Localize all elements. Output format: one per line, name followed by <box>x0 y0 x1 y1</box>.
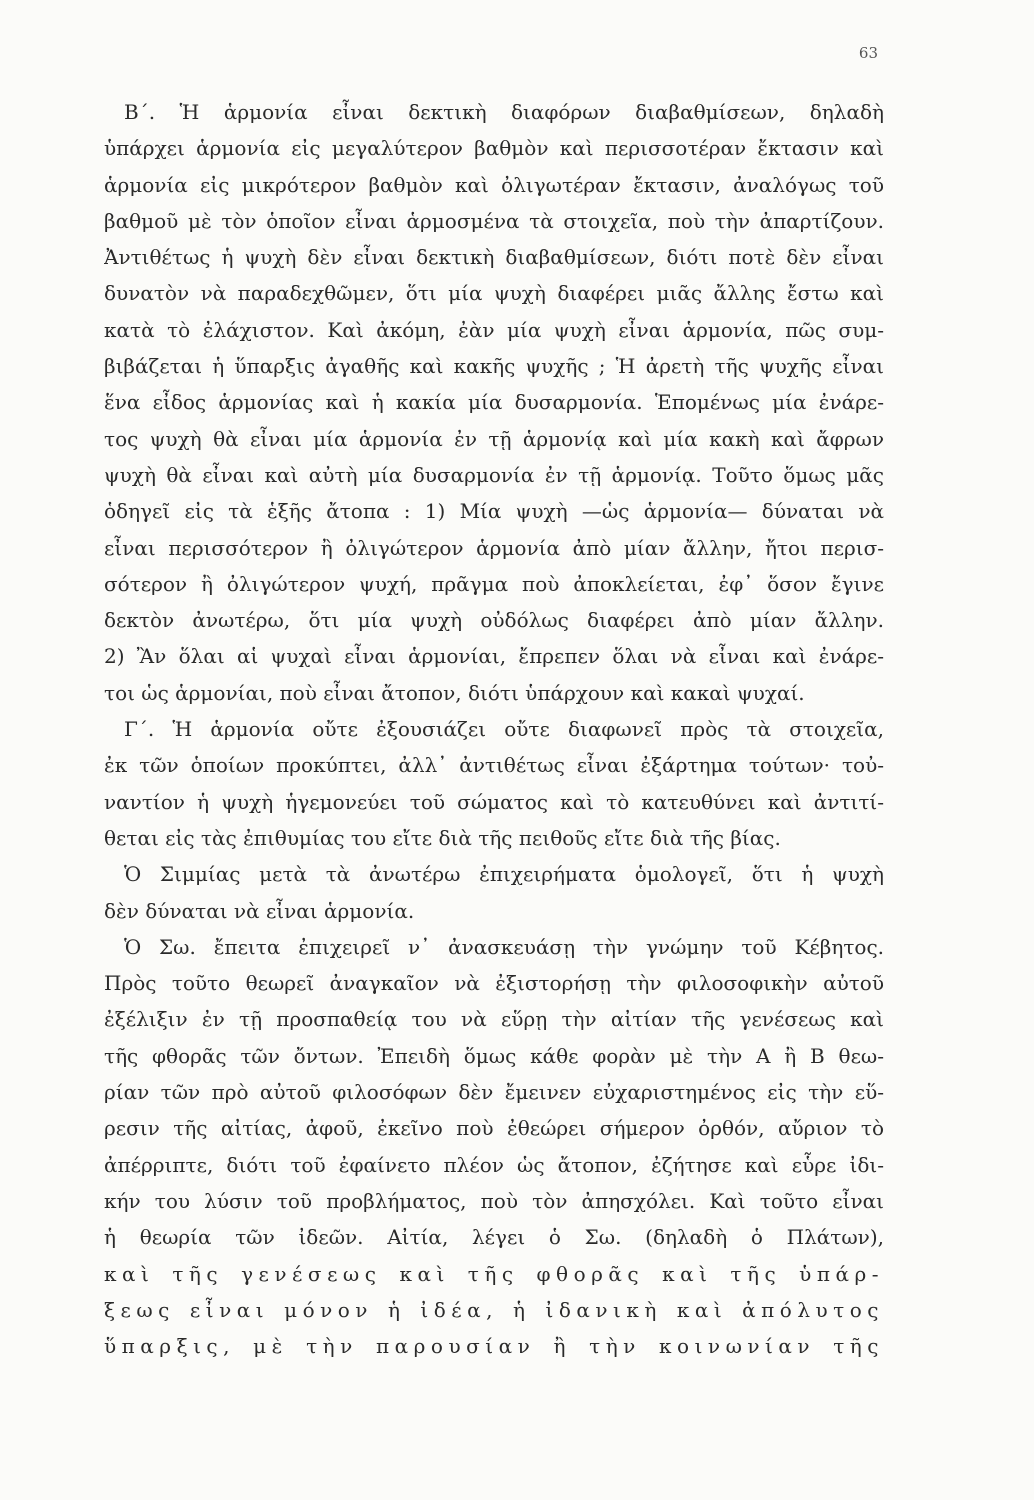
text-line: Γ΄. Ἡ ἁρμονία οὔτε ἐξουσιάζει οὔτε διαφωνεῖ πρὸς τὰ στοιχεῖα, <box>124 717 884 742</box>
text-line: ἕνα εἶδος ἁρμονίας καὶ ἡ κακία μία δυσαρμονία. Ἑπομένως μία ἐνάρε- <box>104 390 884 415</box>
text-line: καὶ τῆς γενέσεως καὶ τῆς φθορᾶς καὶ τῆς ὑπάρ- <box>104 1261 884 1286</box>
text-line: κήν του λύσιν τοῦ προβλήματος, ποὺ τὸν ἀπησχόλει. Καὶ τοῦτο εἶναι <box>104 1188 884 1213</box>
text-line: ἡ θεωρία τῶν ἰδεῶν. Αἰτία, λέγει ὁ Σω. (δηλαδὴ ὁ Πλάτων), <box>104 1225 884 1250</box>
text-line: Ἀντιθέτως ἡ ψυχὴ δὲν εἶναι δεκτικὴ διαβαθμίσεων, διότι ποτὲ δὲν εἶναι <box>104 245 884 270</box>
text-line: σότερον ἢ ὀλιγώτερον ψυχή, πρᾶγμα ποὺ ἀποκλείεται, ἐφ᾽ ὅσον ἔγινε <box>104 571 884 596</box>
text-line: ἁρμονία εἰς μικρότερον βαθμὸν καὶ ὀλιγωτέραν ἔκτασιν, ἀναλόγως τοῦ <box>104 172 884 197</box>
text-line: ὕπαρξις, μὲ τὴν παρουσίαν ἢ τὴν κοινωνίαν τῆς <box>104 1334 884 1359</box>
text-line: δεκτὸν ἀνωτέρω, ὅτι μία ψυχὴ οὐδόλως διαφέρει ἀπὸ μίαν ἄλλην. <box>104 608 884 633</box>
text-line: βαθμοῦ μὲ τὸν ὁποῖον εἶναι ἁρμοσμένα τὰ στοιχεῖα, ποὺ τὴν ἀπαρτίζουν. <box>104 208 884 233</box>
page-number: 63 <box>858 44 878 62</box>
text-line: Ὁ Σω. ἔπειτα ἐπιχειρεῖ ν᾽ ἀνασκευάσῃ τὴν γνώμην τοῦ Κέβητος. <box>124 934 884 959</box>
text-line: ξεως εἶναι μόνον ἡ ἰδέα, ἡ ἰδανικὴ καὶ ἀπόλυτος <box>104 1297 884 1322</box>
text-line: δὲν δύναται νὰ εἶναι ἁρμονία. <box>104 898 415 923</box>
text-line: κατὰ τὸ ἐλάχιστον. Καὶ ἀκόμη, ἐὰν μία ψυχὴ εἶναι ἁρμονία, πῶς συμ- <box>104 317 884 342</box>
text-line: ψυχὴ θὰ εἶναι καὶ αὐτὴ μία δυσαρμονία ἐν τῇ ἁρμονίᾳ. Τοῦτο ὅμως μᾶς <box>104 462 884 487</box>
text-line: βιβάζεται ἡ ὕπαρξις ἀγαθῆς καὶ κακῆς ψυχῆς ; Ἡ ἀρετὴ τῆς ψυχῆς εἶναι <box>104 354 884 379</box>
text-line: τῆς φθορᾶς τῶν ὄντων. Ἐπειδὴ ὅμως κάθε φορὰν μὲ τὴν Α ἢ Β θεω- <box>104 1043 884 1068</box>
text-line: ναντίον ἡ ψυχὴ ἡγεμονεύει τοῦ σώματος καὶ τὸ κατευθύνει καὶ ἀντιτί- <box>104 789 884 814</box>
text-line: δυνατὸν νὰ παραδεχθῶμεν, ὅτι μία ψυχὴ διαφέρει μιᾶς ἄλλης ἔστω καὶ <box>104 281 884 306</box>
text-line: Πρὸς τοῦτο θεωρεῖ ἀναγκαῖον νὰ ἐξιστορήσῃ τὴν φιλοσοφικὴν αὐτοῦ <box>104 971 884 996</box>
body-text <box>104 94 884 1364</box>
text-line: θεται εἰς τὰς ἐπιθυμίας του εἴτε διὰ τῆς πειθοῦς εἴτε διὰ τῆς βίας. <box>104 825 781 850</box>
text-line: ἀπέρριπτε, διότι τοῦ ἐφαίνετο πλέον ὡς ἄτοπον, ἐζήτησε καὶ εὗρε ἰδι- <box>104 1152 884 1177</box>
text-line: Ὁ Σιμμίας μετὰ τὰ ἀνωτέρω ἐπιχειρήματα ὁμολογεῖ, ὅτι ἡ ψυχὴ <box>124 862 884 887</box>
text-line: ρεσιν τῆς αἰτίας, ἀφοῦ, ἐκεῖνο ποὺ ἐθεώρει σήμερον ὀρθόν, αὔριον τὸ <box>104 1116 884 1141</box>
text-line: ὁδηγεῖ εἰς τὰ ἑξῆς ἄτοπα : 1) Μία ψυχὴ —ὡς ἁρμονία— δύναται νὰ <box>104 499 884 524</box>
text-line: ρίαν τῶν πρὸ αὐτοῦ φιλοσόφων δὲν ἔμεινεν εὐχαριστημένος εἰς τὴν εὕ- <box>104 1080 884 1105</box>
text-line: εἶναι περισσότερον ἢ ὀλιγώτερον ἁρμονία ἀπὸ μίαν ἄλλην, ἤτοι περισ- <box>104 535 884 560</box>
text-line: τος ψυχὴ θὰ εἶναι μία ἁρμονία ἐν τῇ ἁρμονίᾳ καὶ μία κακὴ καὶ ἄφρων <box>104 426 884 451</box>
text-line: ἐξέλιξιν ἐν τῇ προσπαθείᾳ του νὰ εὕρῃ τὴν αἰτίαν τῆς γενέσεως καὶ <box>104 1007 884 1032</box>
text-line: τοι ὡς ἁρμονίαι, ποὺ εἶναι ἄτοπον, διότι ὑπάρχουν καὶ κακαὶ ψυχαί. <box>104 680 805 705</box>
text-line: ὑπάρχει ἁρμονία εἰς μεγαλύτερον βαθμὸν καὶ περισσοτέραν ἔκτασιν καὶ <box>104 136 884 161</box>
text-line: 2) Ἂν ὅλαι αἱ ψυχαὶ εἶναι ἁρμονίαι, ἔπρεπεν ὅλαι νὰ εἶναι καὶ ἐνάρε- <box>104 644 884 669</box>
text-line: ἐκ τῶν ὁποίων προκύπτει, ἀλλ᾽ ἀντιθέτως εἶναι ἐξάρτημα τούτων· τοὐ- <box>104 753 884 778</box>
text-line: Β΄. Ἡ ἁρμονία εἶναι δεκτικὴ διαφόρων διαβαθμίσεων, δηλαδὴ <box>124 100 884 124</box>
